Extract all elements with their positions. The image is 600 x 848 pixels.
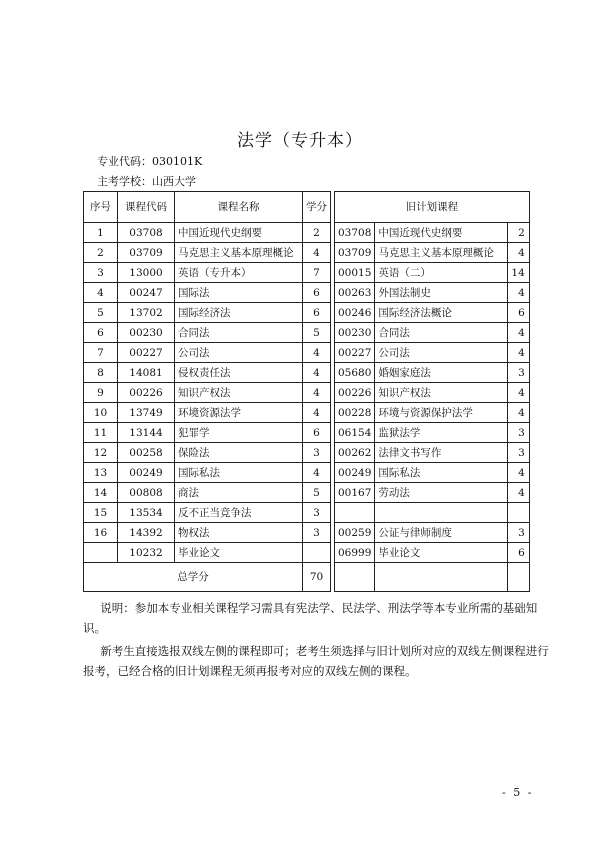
total-label: 总学分 — [84, 563, 303, 592]
row-course-code: 13749 — [118, 403, 175, 423]
row-old-credit — [508, 503, 529, 523]
note-explanation-text: 说明：参加本专业相关课程学习需具有宪法学、民法学、刑法学等本专业所需的基础知识。 — [83, 601, 538, 635]
table-row — [84, 483, 530, 503]
row-course-name: 犯罪学 — [175, 423, 303, 443]
row-course-name: 环境资源法学 — [175, 403, 303, 423]
row-old-credit: 3 — [508, 423, 529, 443]
row-old-name: 法律文书写作 — [375, 443, 508, 463]
row-old-credit: 2 — [508, 223, 529, 243]
row-old-code: 06154 — [335, 423, 375, 443]
row-seq: 3 — [84, 263, 118, 283]
row-course-name: 国际经济法 — [175, 303, 303, 323]
row-old-name: 环境与资源保护法学 — [375, 403, 508, 423]
row-course-name: 中国近现代史纲要 — [175, 223, 303, 243]
row-old-name: 知识产权法 — [375, 383, 508, 403]
table-row — [84, 463, 530, 483]
row-course-code: 03709 — [118, 243, 175, 263]
row-old-name: 劳动法 — [375, 483, 508, 503]
total-row — [84, 563, 530, 592]
row-course-name: 知识产权法 — [175, 383, 303, 403]
row-course-code: 13000 — [118, 263, 175, 283]
row-old-credit: 4 — [508, 463, 529, 483]
row-old-credit: 6 — [508, 543, 529, 563]
row-course-name: 物权法 — [175, 523, 303, 543]
row-old-name: 国际私法 — [375, 463, 508, 483]
row-old-code: 00227 — [335, 343, 375, 363]
row-old-code: 00263 — [335, 283, 375, 303]
row-old-name: 英语（二） — [375, 263, 508, 283]
row-course-code: 00227 — [118, 343, 175, 363]
row-credit: 4 — [303, 463, 331, 483]
row-credit: 5 — [303, 323, 331, 343]
row-course-code: 14081 — [118, 363, 175, 383]
total-old-credit — [508, 563, 529, 592]
table-row — [84, 403, 530, 423]
row-old-code: 00249 — [335, 463, 375, 483]
row-old-name: 公司法 — [375, 343, 508, 363]
row-old-name: 合同法 — [375, 323, 508, 343]
row-credit: 4 — [303, 363, 331, 383]
row-course-name: 商法 — [175, 483, 303, 503]
row-old-code: 03708 — [335, 223, 375, 243]
row-old-code: 00230 — [335, 323, 375, 343]
table-row — [84, 423, 530, 443]
row-seq: 6 — [84, 323, 118, 343]
row-seq: 13 — [84, 463, 118, 483]
row-course-name: 毕业论文 — [175, 543, 303, 563]
note-explanation — [83, 598, 549, 638]
row-credit: 6 — [303, 283, 331, 303]
table-row — [84, 303, 530, 323]
header-credit: 学分 — [303, 192, 331, 223]
row-old-name: 毕业论文 — [375, 543, 508, 563]
row-old-credit: 4 — [508, 323, 529, 343]
row-old-code: 00246 — [335, 303, 375, 323]
row-seq: 9 — [84, 383, 118, 403]
row-old-code: 03709 — [335, 243, 375, 263]
row-credit: 4 — [303, 343, 331, 363]
table-row — [84, 443, 530, 463]
row-credit: 4 — [303, 403, 331, 423]
table-row — [84, 543, 530, 563]
table-row — [84, 523, 530, 543]
row-credit — [303, 543, 331, 563]
row-course-code: 00230 — [118, 323, 175, 343]
row-old-code: 00228 — [335, 403, 375, 423]
row-old-name: 婚姻家庭法 — [375, 363, 508, 383]
row-credit: 3 — [303, 443, 331, 463]
row-old-credit: 4 — [508, 243, 529, 263]
table-row — [84, 263, 530, 283]
row-old-name — [375, 503, 508, 523]
row-seq: 7 — [84, 343, 118, 363]
row-old-credit: 4 — [508, 283, 529, 303]
table-row — [84, 363, 530, 383]
row-course-code: 13534 — [118, 503, 175, 523]
row-old-code: 06999 — [335, 543, 375, 563]
row-credit: 5 — [303, 483, 331, 503]
course-table — [83, 191, 530, 592]
page-number: - 5 - — [502, 786, 534, 799]
header-seq: 序号 — [84, 192, 118, 223]
row-seq: 5 — [84, 303, 118, 323]
row-credit: 7 — [303, 263, 331, 283]
row-seq: 16 — [84, 523, 118, 543]
row-course-name: 反不正当竞争法 — [175, 503, 303, 523]
row-old-credit: 3 — [508, 363, 529, 383]
total-old-code — [335, 563, 375, 592]
header-old-plan: 旧计划课程 — [335, 192, 530, 223]
row-course-name: 英语（专升本） — [175, 263, 303, 283]
row-old-code: 00262 — [335, 443, 375, 463]
page-title: 法学（专升本） — [237, 131, 363, 151]
total-value: 70 — [303, 563, 331, 592]
row-seq: 1 — [84, 223, 118, 243]
row-old-code: 05680 — [335, 363, 375, 383]
row-seq: 12 — [84, 443, 118, 463]
row-credit: 4 — [303, 383, 331, 403]
row-seq: 10 — [84, 403, 118, 423]
row-course-code: 03708 — [118, 223, 175, 243]
row-old-code: 00015 — [335, 263, 375, 283]
row-course-code: 00249 — [118, 463, 175, 483]
row-old-credit: 4 — [508, 403, 529, 423]
row-old-name: 中国近现代史纲要 — [375, 223, 508, 243]
row-course-code: 00226 — [118, 383, 175, 403]
row-seq: 8 — [84, 363, 118, 383]
header-name: 课程名称 — [175, 192, 303, 223]
row-seq: 2 — [84, 243, 118, 263]
row-course-name: 合同法 — [175, 323, 303, 343]
table-row — [84, 503, 530, 523]
table-header — [84, 192, 530, 223]
row-course-code: 13702 — [118, 303, 175, 323]
table-row — [84, 243, 530, 263]
row-course-name: 公司法 — [175, 343, 303, 363]
row-credit: 3 — [303, 503, 331, 523]
row-course-code: 13144 — [118, 423, 175, 443]
row-course-code: 14392 — [118, 523, 175, 543]
row-old-name: 外国法制史 — [375, 283, 508, 303]
row-credit: 2 — [303, 223, 331, 243]
row-old-code — [335, 503, 375, 523]
row-old-name: 国际经济法概论 — [375, 303, 508, 323]
table-row — [84, 383, 530, 403]
row-old-name: 马克思主义基本原理概论 — [375, 243, 508, 263]
row-old-credit: 4 — [508, 483, 529, 503]
row-old-credit: 3 — [508, 523, 529, 543]
row-credit: 6 — [303, 303, 331, 323]
row-old-code: 00167 — [335, 483, 375, 503]
row-old-credit: 4 — [508, 343, 529, 363]
table-row — [84, 323, 530, 343]
row-course-name: 国际私法 — [175, 463, 303, 483]
row-old-credit: 3 — [508, 443, 529, 463]
row-old-credit: 4 — [508, 383, 529, 403]
table-row — [84, 223, 530, 243]
table-row — [84, 343, 530, 363]
row-course-code: 00247 — [118, 283, 175, 303]
row-seq: 15 — [84, 503, 118, 523]
row-old-code: 00226 — [335, 383, 375, 403]
row-course-name: 保险法 — [175, 443, 303, 463]
row-course-name: 马克思主义基本原理概论 — [175, 243, 303, 263]
row-old-code: 00259 — [335, 523, 375, 543]
row-course-name: 侵权责任法 — [175, 363, 303, 383]
row-credit: 6 — [303, 423, 331, 443]
row-course-name: 国际法 — [175, 283, 303, 303]
row-seq — [84, 543, 118, 563]
row-old-name: 监狱法学 — [375, 423, 508, 443]
row-credit: 4 — [303, 243, 331, 263]
row-seq: 14 — [84, 483, 118, 503]
row-credit: 3 — [303, 523, 331, 543]
note-instructions — [83, 641, 549, 681]
row-old-name: 公证与律师制度 — [375, 523, 508, 543]
row-course-code: 10232 — [118, 543, 175, 563]
row-seq: 4 — [84, 283, 118, 303]
row-old-credit: 6 — [508, 303, 529, 323]
table-row — [84, 283, 530, 303]
major-code: 专业代码：030101K — [97, 155, 203, 168]
total-old-name — [375, 563, 508, 592]
note-instructions-text: 新考生直接选报双线左侧的课程即可；老考生须选择与旧计划所对应的双线左侧课程进行报考，已经合格的旧计划课程无须再报考对应的双线左侧的课程。 — [83, 644, 549, 678]
row-course-code: 00258 — [118, 443, 175, 463]
row-seq: 11 — [84, 423, 118, 443]
row-old-credit: 14 — [508, 263, 529, 283]
host-school: 主考学校：山西大学 — [97, 175, 196, 188]
header-code: 课程代码 — [118, 192, 175, 223]
row-course-code: 00808 — [118, 483, 175, 503]
